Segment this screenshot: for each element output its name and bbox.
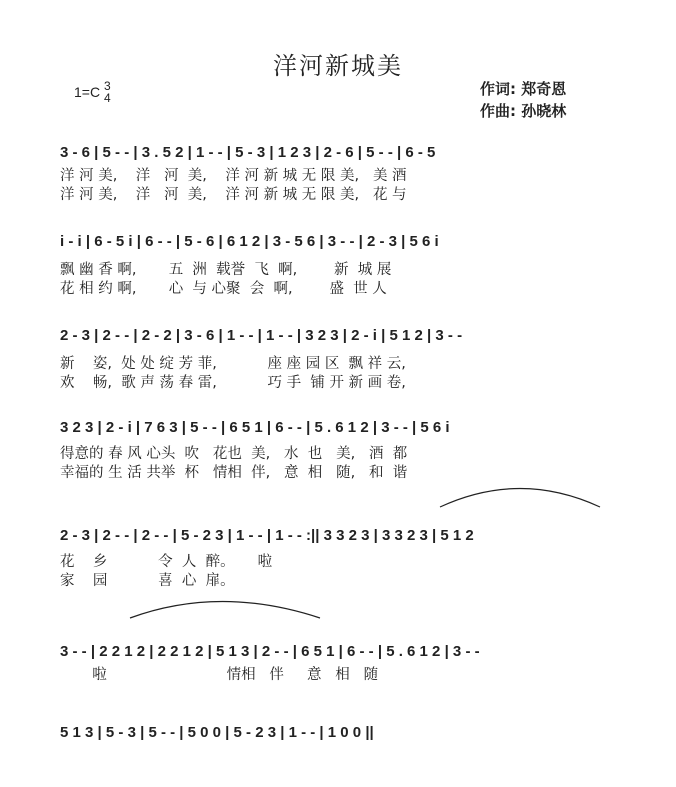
- lyric-verse-1: 飘 幽 香 啊, 五 洲 载誉 飞 啊, 新 城 展: [60, 262, 392, 278]
- time-denominator: 4: [104, 91, 111, 105]
- credit-name: 孙晓林: [521, 102, 567, 120]
- jianpu-notes: 5 1 3 | 5 - 3 | 5 - - | 5 0 0 | 5 - 2 3 | 1 - - | 1 0 0 ||: [60, 724, 374, 741]
- lyric-verse-1: 洋 河 美, 洋 河 美, 洋 河 新 城 无 限 美, 美 酒: [60, 168, 407, 184]
- jianpu-notes: 2 - 3 | 2 - - | 2 - - | 5 - 2 3 | 1 - - | 1 - - :|| 3 3 2 3 | 3 3 2 3 | 5 1 2: [60, 527, 474, 544]
- lyric-verse-2: 洋 河 美, 洋 河 美, 洋 河 新 城 无 限 美, 花 与: [60, 187, 407, 203]
- credit-role: 作曲:: [480, 102, 516, 120]
- credit-name: 郑奇恩: [521, 80, 567, 98]
- slur: [440, 489, 600, 508]
- key-signature: [74, 79, 111, 105]
- lyric-verse-2: 幸福的 生 活 共举 杯 情相 伴, 意 相 随, 和 谐: [60, 465, 408, 481]
- notation-line: [60, 524, 620, 548]
- jianpu-notes: i - i | 6 - 5 i | 6 - - | 5 - 6 | 6 1 2 | 3 - 5 6 | 3 - - | 2 - 3 | 5 6 i: [60, 233, 439, 250]
- lyric-verse-1: 得意的 春 风 心头 吹 花也 美, 水 也 美, 酒 都: [60, 446, 408, 462]
- lyric-verse-2: 家 园 喜 心 扉。: [60, 573, 235, 589]
- time-signature: [104, 80, 111, 104]
- lyric-verse-1: 新 姿, 处 处 绽 芳 菲, 座 座 园 区 飘 祥 云,: [60, 356, 406, 372]
- jianpu-notes: 3 - - | 2 2 1 2 | 2 2 1 2 | 5 1 3 | 2 - - | 6 5 1 | 6 - - | 5 . 6 1 2 | 3 - -: [60, 643, 480, 660]
- notation-line: [60, 721, 620, 745]
- composer-credit: [480, 100, 566, 122]
- time-numerator: 3: [104, 79, 111, 93]
- jianpu-notes: 2 - 3 | 2 - - | 2 - 2 | 3 - 6 | 1 - - | 1 - - | 3 2 3 | 2 - i | 5 1 2 | 3 - -: [60, 327, 463, 344]
- credits: [480, 78, 566, 122]
- page-title: 洋河新城美: [273, 52, 403, 80]
- lyric-verse-2: 欢 畅, 歌 声 荡 春 雷, 巧 手 铺 开 新 画 卷,: [60, 375, 406, 391]
- lyric-verse-1: 啦 情相 伴 意 相 随: [60, 667, 379, 683]
- notation-line: [60, 230, 620, 254]
- jianpu-notes: 3 2 3 | 2 - i | 7 6 3 | 5 - - | 6 5 1 | 6 - - | 5 . 6 1 2 | 3 - - | 5 6 i: [60, 419, 450, 436]
- notation-line: [60, 324, 620, 348]
- jianpu-notes: 3 - 6 | 5 - - | 3 . 5 2 | 1 - - | 5 - 3 | 1 2 3 | 2 - 6 | 5 - - | 6 - 5: [60, 144, 436, 161]
- slur: [130, 602, 320, 619]
- lyricist-credit: [480, 78, 566, 100]
- credit-role: 作词:: [480, 80, 516, 98]
- lyric-verse-1: 花 乡 令 人 醉。 啦: [60, 554, 273, 570]
- lyric-verse-2: 花 相 约 啊, 心 与 心聚 会 啊, 盛 世 人: [60, 281, 387, 297]
- notation-line: [60, 141, 620, 165]
- notation-line: [60, 416, 620, 440]
- notation-line: [60, 640, 620, 664]
- key-label: 1=C: [74, 84, 101, 100]
